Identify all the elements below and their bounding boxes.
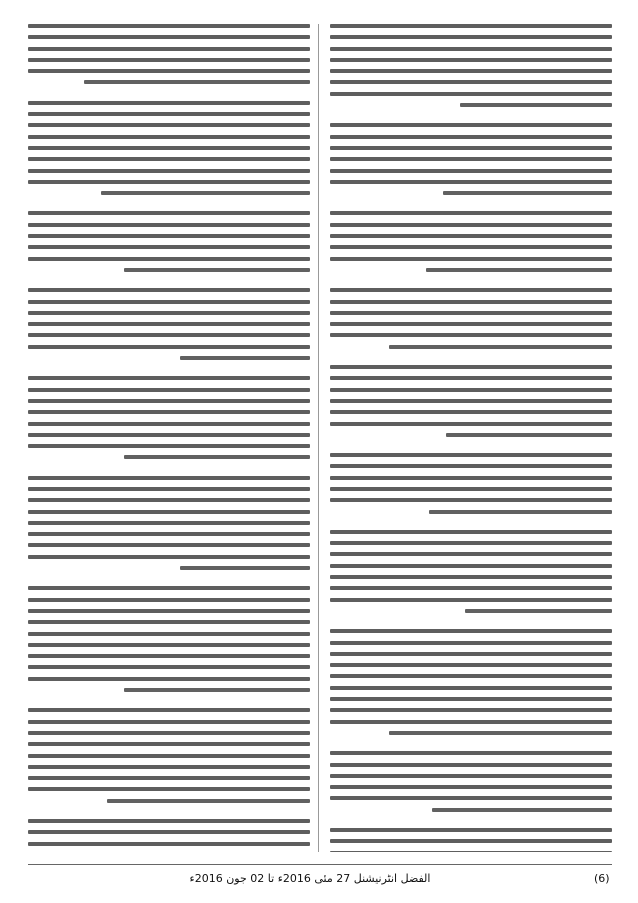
article-paragraph xyxy=(330,828,612,852)
text-line xyxy=(389,731,612,735)
text-line xyxy=(330,652,612,656)
text-line xyxy=(330,464,612,468)
text-line xyxy=(28,665,310,669)
text-line xyxy=(330,774,612,778)
text-line xyxy=(28,754,310,758)
text-line xyxy=(28,742,310,746)
text-line xyxy=(28,333,310,337)
text-line xyxy=(28,257,310,261)
text-line xyxy=(330,180,612,184)
article-paragraph xyxy=(28,708,310,802)
text-line xyxy=(28,498,310,502)
text-line xyxy=(180,566,310,570)
text-line xyxy=(84,80,310,84)
text-line xyxy=(28,776,310,780)
text-line xyxy=(330,146,612,150)
text-line xyxy=(330,552,612,556)
text-line xyxy=(28,487,310,491)
text-line xyxy=(330,376,612,380)
article-paragraph xyxy=(330,123,612,195)
text-line xyxy=(28,123,310,127)
text-line xyxy=(330,796,612,800)
text-line xyxy=(28,510,310,514)
text-line xyxy=(28,245,310,249)
article-paragraph xyxy=(330,629,612,735)
text-line xyxy=(28,300,310,304)
text-line xyxy=(28,47,310,51)
page-footer: الفضل انٹرنیشنل 27 مئی 2016ء تا 02 جون 2016ء xyxy=(189,872,431,885)
text-line xyxy=(28,410,310,414)
text-line xyxy=(429,510,612,514)
text-line xyxy=(426,268,612,272)
text-line xyxy=(330,311,612,315)
text-line xyxy=(28,555,310,559)
text-line xyxy=(330,530,612,534)
text-line xyxy=(28,69,310,73)
text-line xyxy=(28,677,310,681)
article-paragraph xyxy=(28,819,310,852)
text-line xyxy=(330,257,612,261)
text-line xyxy=(28,842,310,846)
text-line xyxy=(443,191,612,195)
footer-rule xyxy=(28,864,612,865)
text-line xyxy=(432,808,612,812)
text-line xyxy=(28,476,310,480)
text-line xyxy=(28,24,310,28)
text-line xyxy=(330,300,612,304)
text-line xyxy=(330,322,612,326)
article-paragraph xyxy=(28,101,310,195)
text-line xyxy=(28,632,310,636)
text-line xyxy=(28,586,310,590)
article-paragraph xyxy=(28,476,310,570)
text-line xyxy=(330,58,612,62)
text-line xyxy=(28,146,310,150)
text-line xyxy=(330,763,612,767)
text-line xyxy=(28,157,310,161)
text-line xyxy=(330,169,612,173)
text-line xyxy=(330,92,612,96)
text-line xyxy=(465,609,612,613)
page-number: (6) xyxy=(594,872,610,885)
text-line xyxy=(124,455,310,459)
text-line xyxy=(28,830,310,834)
text-line xyxy=(28,765,310,769)
article-paragraph xyxy=(28,586,310,692)
article-paragraph xyxy=(330,365,612,437)
article-paragraph xyxy=(330,751,612,811)
text-line xyxy=(330,245,612,249)
text-line xyxy=(330,641,612,645)
text-line xyxy=(28,311,310,315)
text-line xyxy=(330,541,612,545)
text-line xyxy=(446,433,612,437)
text-line xyxy=(330,223,612,227)
text-line xyxy=(28,112,310,116)
article-paragraph xyxy=(330,530,612,613)
text-line xyxy=(28,731,310,735)
article-paragraph xyxy=(330,453,612,513)
text-line xyxy=(28,720,310,724)
text-line xyxy=(28,543,310,547)
text-line xyxy=(124,268,310,272)
text-line xyxy=(330,234,612,238)
text-line xyxy=(330,751,612,755)
text-line xyxy=(330,674,612,678)
text-line xyxy=(330,476,612,480)
text-line xyxy=(28,787,310,791)
text-line xyxy=(330,598,612,602)
text-line xyxy=(330,333,612,337)
text-line xyxy=(28,322,310,326)
text-line xyxy=(28,288,310,292)
text-line xyxy=(330,365,612,369)
text-line xyxy=(330,422,612,426)
article-paragraph xyxy=(28,376,310,459)
text-line xyxy=(330,828,612,832)
text-line xyxy=(330,211,612,215)
text-line xyxy=(28,101,310,105)
article-paragraph xyxy=(330,24,612,107)
article-column-right xyxy=(330,24,612,852)
text-line xyxy=(28,234,310,238)
text-line xyxy=(28,399,310,403)
text-line xyxy=(28,180,310,184)
text-line xyxy=(330,839,612,843)
text-line xyxy=(330,663,612,667)
text-line xyxy=(28,58,310,62)
text-line xyxy=(330,135,612,139)
text-line xyxy=(330,498,612,502)
text-line xyxy=(124,688,310,692)
text-line xyxy=(330,629,612,633)
text-line xyxy=(28,169,310,173)
text-line xyxy=(28,708,310,712)
text-line xyxy=(28,609,310,613)
text-line xyxy=(28,388,310,392)
text-line xyxy=(330,35,612,39)
text-line xyxy=(330,697,612,701)
text-line xyxy=(460,103,612,107)
text-line xyxy=(389,345,612,349)
text-line xyxy=(330,686,612,690)
text-line xyxy=(330,69,612,73)
text-line xyxy=(28,422,310,426)
article-paragraph xyxy=(28,211,310,271)
text-line xyxy=(28,211,310,215)
text-line xyxy=(330,708,612,712)
article-column-left xyxy=(28,24,310,852)
text-line xyxy=(330,564,612,568)
text-line xyxy=(330,851,612,852)
text-line xyxy=(330,399,612,403)
text-line xyxy=(28,223,310,227)
article-paragraph xyxy=(330,211,612,271)
text-line xyxy=(330,575,612,579)
column-divider xyxy=(318,24,319,852)
text-line xyxy=(330,80,612,84)
text-line xyxy=(330,453,612,457)
text-line xyxy=(330,785,612,789)
text-line xyxy=(330,586,612,590)
text-line xyxy=(107,799,310,803)
article-paragraph xyxy=(28,288,310,360)
text-line xyxy=(330,720,612,724)
text-line xyxy=(101,191,310,195)
text-line xyxy=(28,532,310,536)
text-line xyxy=(330,388,612,392)
text-line xyxy=(28,444,310,448)
text-line xyxy=(180,356,310,360)
text-line xyxy=(330,24,612,28)
text-line xyxy=(28,598,310,602)
text-line xyxy=(28,643,310,647)
article-paragraph xyxy=(28,24,310,84)
text-line xyxy=(28,654,310,658)
text-line xyxy=(28,345,310,349)
text-line xyxy=(28,376,310,380)
text-line xyxy=(28,521,310,525)
text-line xyxy=(28,35,310,39)
text-line xyxy=(330,123,612,127)
text-line xyxy=(330,288,612,292)
text-line xyxy=(330,157,612,161)
text-line xyxy=(28,819,310,823)
text-line xyxy=(330,47,612,51)
article-paragraph xyxy=(330,288,612,348)
text-line xyxy=(330,410,612,414)
text-line xyxy=(28,135,310,139)
text-line xyxy=(28,620,310,624)
text-line xyxy=(28,433,310,437)
text-line xyxy=(330,487,612,491)
